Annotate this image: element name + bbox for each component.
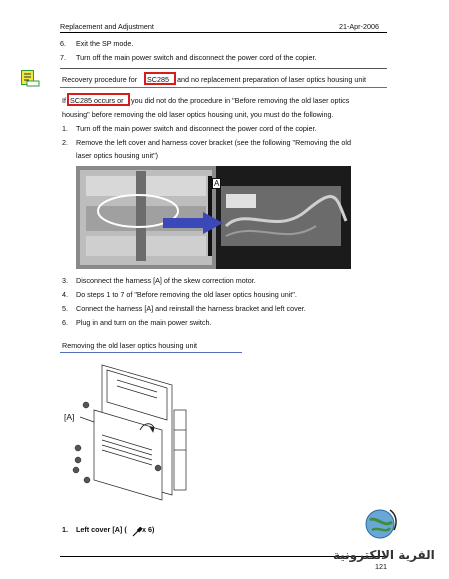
left-cover-diagram: [62, 360, 192, 510]
step-text-cont: laser optics housing unit"): [76, 151, 159, 160]
intro-prefix: If: [62, 96, 66, 105]
note-icon: [21, 70, 40, 87]
step-text: Turn off the main power switch and disconnect the power cord of the copier.: [76, 124, 317, 133]
step-text: Turn off the main power switch and disconnect the power cord of the copier.: [76, 53, 317, 62]
watermark-text: القرية الالكترونية: [333, 548, 435, 562]
step-number: 3.: [62, 276, 68, 285]
step-text: Remove the left cover and harness cover bracket (see the following "Removing the old: [76, 138, 352, 147]
step-number: 2.: [62, 138, 68, 147]
arrow-right-icon: [163, 212, 223, 239]
step-number: 5.: [62, 304, 68, 313]
removing-heading: Removing the old laser optics housing unit: [62, 341, 198, 350]
header-title: Replacement and Adjustment: [60, 22, 154, 31]
step-number: 6.: [62, 318, 68, 327]
page-number: 121: [375, 562, 387, 571]
recovery-heading-code: SC285: [147, 75, 169, 84]
intro-line2: housing" before removing the old laser optics housing unit, you must do the following.: [62, 110, 334, 119]
section-rule: [60, 352, 242, 353]
step-number: 1.: [62, 525, 68, 534]
step-number: 7.: [60, 53, 66, 62]
watermark-logo: [362, 506, 400, 540]
step-text: Do steps 1 to 7 of "Before removing the old laser optics housing unit".: [76, 290, 297, 299]
recovery-heading-part1: Recovery procedure for: [62, 75, 138, 84]
header-date: 21-Apr-2006: [339, 22, 379, 31]
header-rule: [60, 32, 387, 33]
step-text: Plug in and turn on the main power switch.: [76, 318, 212, 327]
section-rule-top: [60, 68, 387, 69]
screw-count: x 6): [142, 525, 155, 534]
diagram-label: [A]: [64, 412, 75, 422]
step-text: Disconnect the harness [A] of the skew correction motor.: [76, 276, 256, 285]
step-number: 1.: [62, 124, 68, 133]
harness-photo: [76, 166, 351, 269]
callout-label: A: [214, 179, 220, 188]
intro-boxed: SC285 occurs or: [70, 96, 124, 105]
step-number: 4.: [62, 290, 68, 299]
step-text: Connect the harness [A] and reinstall the harness bracket and left cover.: [76, 304, 306, 313]
step-number: 6.: [60, 39, 66, 48]
step-text: Exit the SP mode.: [76, 39, 134, 48]
intro-line1: you did not do the procedure in "Before removing the old laser optics: [131, 96, 350, 105]
recovery-heading-part2: and no replacement preparation of laser optics housing unit: [177, 75, 366, 84]
screwdriver-icon: [132, 524, 142, 542]
section-rule-bottom: [60, 87, 387, 88]
step-text: Left cover [A] (: [76, 525, 127, 534]
